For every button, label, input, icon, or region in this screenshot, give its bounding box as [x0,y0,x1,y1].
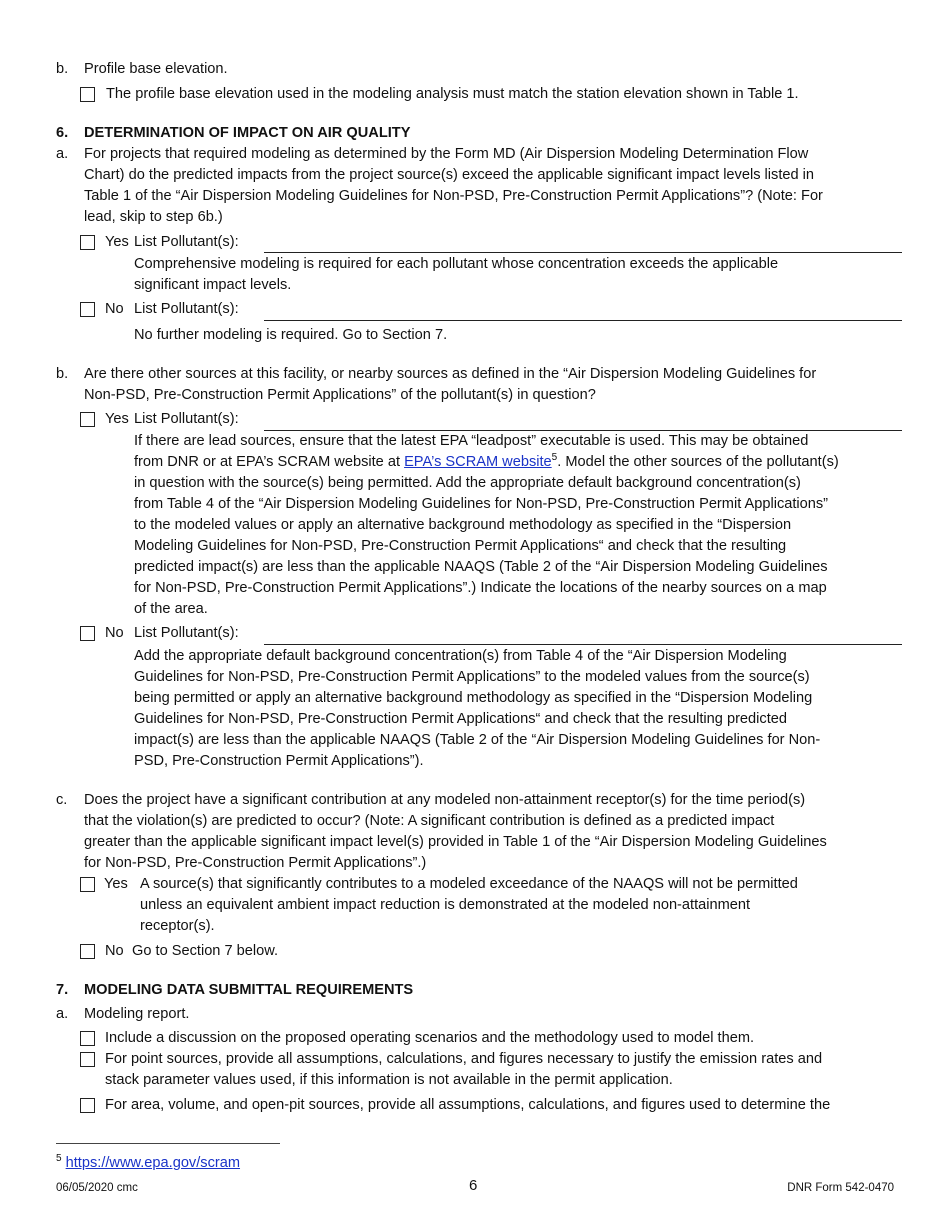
6a-yes-label: Yes [105,234,129,250]
6b-yes-note-line: from Table 4 of the “Air Dispersion Modeling Guidelines for Non-PSD, Pre-Construction Permit Applications” [134,496,829,512]
6c-no-label: No [105,943,124,959]
footnote-number: 5 [56,1153,62,1165]
6b-yes-label: Yes [105,411,129,427]
7a-item3-text: For area, volume, and open-pit sources, provide all assumptions, calculations, and figures used to determine the [105,1097,831,1113]
7a-item1-text: Include a discussion on the proposed operating scenarios and the methodology used to model them. [105,1030,755,1046]
profile-base-elevation-label: Profile base elevation. [84,61,228,77]
section-number: 7. [56,982,69,998]
modeling-report-label: Modeling report. [84,1006,190,1022]
6a-no-list-label: List Pollutant(s): [134,301,239,317]
6b-yes-note-line: predicted impact(s) are less than the applicable NAAQS (Table 2 of the “Air Dispersion Modeling Guidelines [134,559,828,575]
6b-no-pollutant-field[interactable] [264,644,902,645]
footnote-separator [56,1143,280,1144]
6b-yes-checkbox[interactable] [80,412,95,427]
6b-yes-note-line: Modeling Guidelines for Non-PSD, Pre-Construction Permit Applications“ and check that the resulting [134,538,787,554]
6b-yes-note-line: If there are lead sources, ensure that the latest EPA “leadpost” executable is used. This may be obtained [134,433,809,449]
profile-elevation-checkbox[interactable] [80,87,95,102]
6a-yes-checkbox[interactable] [80,235,95,250]
6b-yes-note-line: in question with the source(s) being permitted. Add the appropriate default background concentration(s) [134,475,801,491]
6b-yes-note-line: of the area. [134,601,208,617]
6b-no-note-line: Guidelines for Non-PSD, Pre-Construction Permit Applications” to the modeled values from the source(s) [134,669,810,685]
7a-item2-text-line: stack parameter values used, if this information is not available in the permit application. [105,1072,673,1088]
6b-no-note-line: PSD, Pre-Construction Permit Applications”). [134,753,424,769]
question-6c-line: for Non-PSD, Pre-Construction Permit Applications”.) [84,855,427,871]
footnote-url-link[interactable]: https://www.epa.gov/scram [65,1155,241,1171]
section-6-title: DETERMINATION OF IMPACT ON AIR QUALITY [84,125,411,141]
7a-item2-text-line: For point sources, provide all assumptions, calculations, and figures necessary to justify the emission rates and [105,1051,823,1067]
item-marker: b. [56,366,69,382]
page-number: 6 [469,1177,478,1194]
7a-item2-checkbox[interactable] [80,1052,95,1067]
question-6c-line: Does the project have a significant contribution at any modeled non-attainment receptor(s) for the time period(s) [84,792,806,808]
6a-no-note: No further modeling is required. Go to Section 7. [134,327,448,343]
6c-no-text: Go to Section 7 below. [132,943,279,959]
6b-no-note-line: being permitted or apply an alternative background methodology as specified in the “Dispersion Modeling [134,690,813,706]
footnote [56,1153,240,1174]
6b-yes-note-line [134,452,839,473]
item-marker: c. [56,792,68,808]
6a-no-pollutant-field[interactable] [264,320,902,321]
6c-yes-text-line: A source(s) that significantly contributes to a modeled exceedance of the NAAQS will not be permitted [140,876,798,892]
6a-yes-pollutant-field[interactable] [264,252,902,253]
6b-yes-note-text: . Model the other sources of the pollutant(s) [557,454,839,470]
question-6b-line: Are there other sources at this facility, or nearby sources as defined in the “Air Dispersion Modeling Guidelines for [84,366,817,382]
7a-item3-checkbox[interactable] [80,1098,95,1113]
6c-yes-text-line: receptor(s). [140,918,215,934]
question-6c-line: that the violation(s) are predicted to occur? (Note: A significant contribution is defined as a predicted impact [84,813,775,829]
6b-no-checkbox[interactable] [80,626,95,641]
question-6b-line: Non-PSD, Pre-Construction Permit Applications” of the pollutant(s) in question? [84,387,596,403]
6a-no-label: No [105,301,124,317]
6b-yes-note-line: to the modeled values or apply an alternative background methodology as specified in the “Dispersion [134,517,792,533]
6c-yes-text-line: unless an equivalent ambient impact reduction is demonstrated at the modeled non-attainment [140,897,751,913]
footer-date: 06/05/2020 cmc [56,1182,138,1194]
6b-no-note-line: Add the appropriate default background concentration(s) from Table 4 of the “Air Dispersion Modeling [134,648,787,664]
6b-no-list-label: List Pollutant(s): [134,625,239,641]
item-marker: b. [56,61,69,77]
section-7-title: MODELING DATA SUBMITTAL REQUIREMENTS [84,982,414,998]
6c-yes-checkbox[interactable] [80,877,95,892]
6b-no-note-line: Guidelines for Non-PSD, Pre-Construction Permit Applications“ and check that the resulting predicted [134,711,787,727]
item-marker: a. [56,1006,69,1022]
item-marker: a. [56,146,69,162]
section-number: 6. [56,125,69,141]
6c-no-checkbox[interactable] [80,944,95,959]
6a-yes-list-label: List Pollutant(s): [134,234,239,250]
6b-yes-note-line: for Non-PSD, Pre-Construction Permit Applications”.) Indicate the locations of the nearby sources on a map [134,580,827,596]
6a-yes-note-line: significant impact levels. [134,277,292,293]
question-6a-line: lead, skip to step 6b.) [84,209,223,225]
form-number: DNR Form 542-0470 [787,1182,894,1194]
6b-no-note-line: impact(s) are less than the applicable NAAQS (Table 2 of the “Air Dispersion Modeling Guidelines for Non- [134,732,821,748]
6a-yes-note-line: Comprehensive modeling is required for each pollutant whose concentration exceeds the applicable [134,256,779,272]
6b-yes-list-label: List Pollutant(s): [134,411,239,427]
scram-website-link[interactable]: EPA’s SCRAM website [404,454,552,470]
question-6a-line: For projects that required modeling as determined by the Form MD (Air Dispersion Modeling Determination Flow [84,146,809,162]
6b-yes-note-text: from DNR or at EPA’s SCRAM website at [134,454,405,470]
profile-elevation-text: The profile base elevation used in the modeling analysis must match the station elevation shown in Table 1. [106,86,799,102]
6b-no-label: No [105,625,124,641]
question-6c-line: greater than the applicable significant impact level(s) provided in Table 1 of the “Air Dispersion Modeling Guidelines [84,834,827,850]
6c-yes-label: Yes [104,876,128,892]
question-6a-line: Chart) do the predicted impacts from the project source(s) exceed the applicable significant impact levels listed in [84,167,815,183]
6a-no-checkbox[interactable] [80,302,95,317]
footnote-ref: 5 [551,452,558,464]
question-6a-line: Table 1 of the “Air Dispersion Modeling Guidelines for Non-PSD, Pre-Construction Permit Applications”? (Note: For [84,188,823,204]
7a-item1-checkbox[interactable] [80,1031,95,1046]
